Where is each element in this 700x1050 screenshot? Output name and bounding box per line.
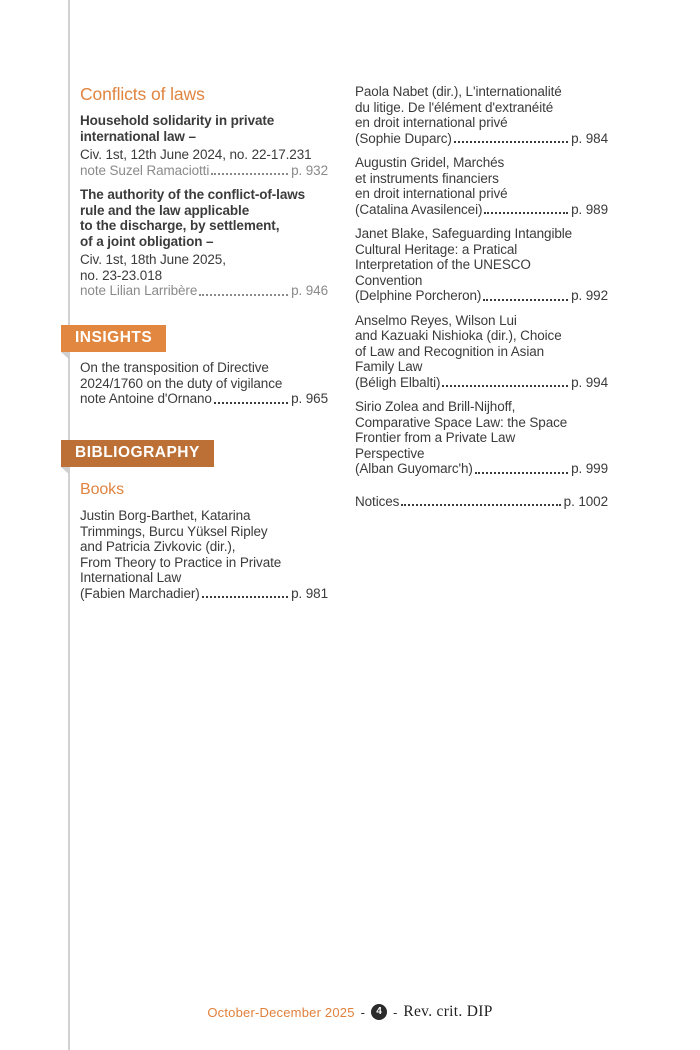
book-entry-line: en droit international privé <box>355 186 508 201</box>
page-number: p. 994 <box>571 374 608 390</box>
book-entry-line: Sirio Zolea and Brill-Nijhoff, <box>355 399 516 414</box>
book-entry-line: Trimmings, Burcu Yüksel Ripley <box>80 523 268 539</box>
note-row <box>80 283 328 299</box>
article-title-line: rule and the law applicable <box>80 202 250 218</box>
section-insights <box>75 325 328 416</box>
article-title-line: The authority of the conflict-of-laws <box>80 187 306 202</box>
footer-separator: - <box>392 1004 398 1020</box>
note-author: note Antoine d'Ornano <box>80 391 212 406</box>
article-title-line: 2024/1760 on the duty of vigilance <box>80 375 283 391</box>
book-entry-line: and Patricia Zivkovic (dir.), <box>80 539 236 554</box>
reviewer-row <box>355 461 608 477</box>
book-entry-line: Interpretation of the UNESCO <box>355 257 531 272</box>
dot-leader <box>442 385 568 387</box>
reviewer: (Béligh Elbalti) <box>355 374 441 390</box>
notices-row <box>355 494 608 510</box>
section-heading-conflicts: Conflicts of laws <box>80 84 205 104</box>
footer <box>0 1003 700 1021</box>
reviewer: (Alban Guyomarc'h) <box>355 461 473 476</box>
reviewer-row <box>355 202 608 218</box>
toc-entry <box>80 113 328 178</box>
dot-leader <box>401 504 560 506</box>
note-row <box>80 163 328 179</box>
books-heading: Books <box>80 481 124 498</box>
dot-leader <box>202 596 288 598</box>
article-title-line: Household solidarity in private <box>80 113 275 128</box>
dot-leader <box>211 173 288 175</box>
reviewer-row <box>355 375 608 391</box>
book-entry <box>355 155 608 217</box>
section-bibliography <box>75 440 328 610</box>
note-author: note Suzel Ramaciotti <box>80 162 210 178</box>
page-number: p. 932 <box>291 162 328 178</box>
book-entry-line: of Law and Recognition in Asian <box>355 343 545 359</box>
footer-separator: - <box>360 1004 365 1020</box>
dot-leader <box>483 299 568 301</box>
issue-date: October-December 2025 <box>207 1004 355 1020</box>
insights-banner: INSIGHTS <box>61 325 166 352</box>
reviewer-row <box>355 288 608 304</box>
book-entry-line: Paola Nabet (dir.), L'internationalité <box>355 84 562 99</box>
article-title <box>80 113 328 144</box>
dot-leader <box>475 472 568 474</box>
dot-leader <box>214 402 288 404</box>
left-vertical-rule <box>68 0 70 1050</box>
reviewer: (Fabien Marchadier) <box>80 585 200 601</box>
book-entry-line: Cultural Heritage: a Pratical <box>355 241 518 257</box>
article-title <box>80 187 328 249</box>
case-reference: Civ. 1st, 12th June 2024, no. 22-17.231 <box>80 147 312 162</box>
article-title-line: international law – <box>80 128 196 144</box>
book-entry-line: Perspective <box>355 445 425 461</box>
journal-title: Rev. crit. DIP <box>403 1003 493 1020</box>
book-entry-line: Convention <box>355 272 423 288</box>
reviewer-row <box>80 586 328 602</box>
article-title-line: of a joint obligation – <box>80 233 214 249</box>
page-number: p. 984 <box>571 130 608 146</box>
page-number: p. 946 <box>291 283 328 298</box>
reviewer: (Delphine Porcheron) <box>355 288 482 303</box>
book-entry-line: en droit international privé <box>355 115 508 130</box>
page-number: p. 981 <box>291 585 328 601</box>
page-number: p. 1002 <box>563 493 608 509</box>
book-entry-line: and Kazuaki Nishioka (dir.), Choice <box>355 328 562 343</box>
case-reference <box>80 252 328 283</box>
article-title-line: On the transposition of Directive <box>80 360 269 375</box>
reviewer: (Catalina Avasilencei) <box>355 201 483 217</box>
book-entry-line: du litige. De l'élément d'extranéité <box>355 99 554 115</box>
book-entry-line: Janet Blake, Safeguarding Intangible <box>355 226 573 241</box>
reviewer: (Sophie Duparc) <box>355 130 452 146</box>
reviewer-row <box>355 131 608 147</box>
book-entry <box>355 226 608 304</box>
right-column <box>355 84 608 509</box>
page-number: p. 992 <box>571 288 608 303</box>
section-conflicts-of-laws <box>80 84 328 308</box>
book-entry <box>355 84 608 146</box>
bibliography-banner: BIBLIOGRAPHY <box>61 440 214 467</box>
note-row <box>80 391 328 407</box>
book-entry-line: Augustin Gridel, Marchés <box>355 155 505 170</box>
book-entry-line: Comparative Space Law: the Space <box>355 414 568 430</box>
toc-entry <box>80 187 328 299</box>
book-entry-line: International Law <box>80 570 182 585</box>
book-entry <box>355 399 608 477</box>
book-entry-line: From Theory to Practice in Private <box>80 554 282 570</box>
article-title-line: to the discharge, by settlement, <box>80 218 280 233</box>
book-entry <box>355 313 608 391</box>
case-reference-line: no. 23-23.018 <box>80 267 163 283</box>
notices-label: Notices <box>355 493 400 509</box>
book-entry-line: et instruments financiers <box>355 170 499 186</box>
book-entry-line: Frontier from a Private Law <box>355 430 516 445</box>
page-number: p. 999 <box>571 461 608 476</box>
page-number-badge: 4 <box>371 1004 387 1020</box>
page-number: p. 965 <box>291 391 328 406</box>
toc-entry <box>80 360 328 407</box>
dot-leader <box>199 294 288 296</box>
book-entry-line: Justin Borg-Barthet, Katarina <box>80 508 251 523</box>
dot-leader <box>454 141 568 143</box>
note-author: note Lilian Larribère <box>80 283 198 298</box>
book-entry-line: Family Law <box>355 359 423 374</box>
book-entry-line: Anselmo Reyes, Wilson Lui <box>355 312 517 328</box>
case-reference-line: Civ. 1st, 18th June 2025, <box>80 252 226 267</box>
page-number: p. 989 <box>571 201 608 217</box>
dot-leader <box>484 212 568 214</box>
book-entry <box>80 508 328 601</box>
